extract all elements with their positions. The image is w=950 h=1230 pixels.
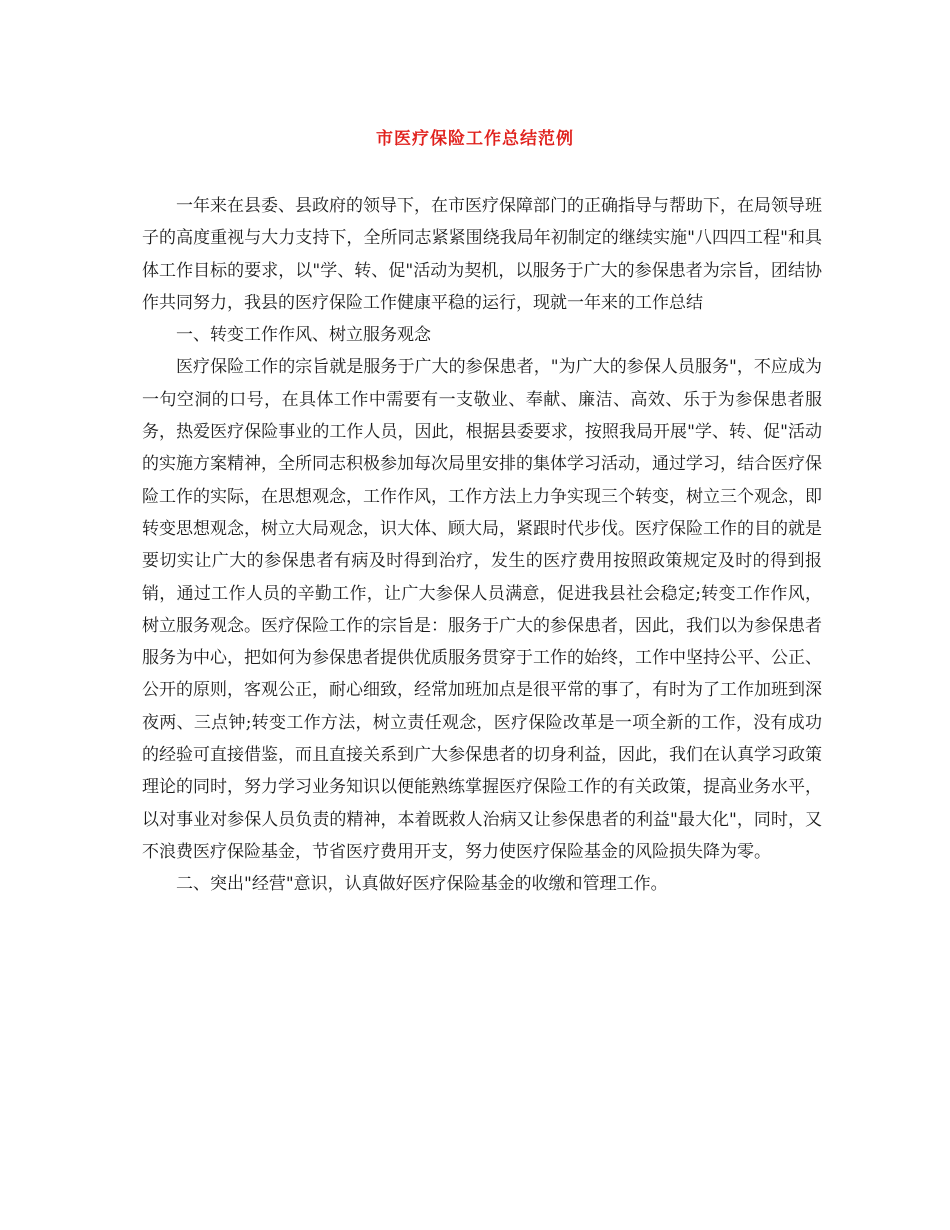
intro-paragraph: 一年来在县委、县政府的领导下，在市医疗保障部门的正确指导与帮助下，在局领导班子的高度重视与大力支持下，全所同志紧紧围绕我局年初制定的继续实施"八四四工程"和具体工作目标的要求，以"学、转、促"活动为契机，以服务于广大的参保患者为宗旨，团结协作共同努力，我县的医疗保险工作健康平稳的运行，现就一年来的工作总结 (142, 196, 822, 313)
section-heading-2: 二、突出"经营"意识，认真做好医疗保险基金的收缴和管理工作。 (176, 874, 668, 895)
document-title: 市医疗保险工作总结范例 (376, 129, 574, 149)
document-body (142, 190, 822, 901)
section-heading-1: 一、转变工作作风、树立服务观念 (176, 325, 431, 346)
section-1-paragraph: 医疗保险工作的宗旨就是服务于广大的参保患者，"为广大的参保人员服务"，不应成为一句空洞的口号，在具体工作中需要有一支敬业、奉献、廉洁、高效、乐于为参保患者服务，热爱医疗保险事业的工作人员，因此，根据县委要求，按照我局开展"学、转、促"活动的实施方案精神，全所同志积极参加每次局里安排的集体学习活动，通过学习，结合医疗保险工作的实际，在思想观念，工作作风，工作方法上力争实现三个转变，树立三个观念，即转变思想观念，树立大局观念，识大体、顾大局，紧跟时代步伐。医疗保险工作的目的就是要切实让广大的参保患者有病及时得到治疗，发生的医疗费用按照政策规定及时的得到报销，通过工作人员的辛勤工作，让广大参保人员满意，促进我县社会稳定;转变工作作风，树立服务观念。医疗保险工作的宗旨是：服务于广大的参保患者，因此，我们以为参保患者服务为中心，把如何为参保患者提供优质服务贯穿于工作的始终，工作中坚持公平、公正、公开的原则，客观公正，耐心细致，经常加班加点是很平常的事了，有时为了工作加班到深夜两、三点钟;转变工作方法，树立责任观念，医疗保险改革是一项全新的工作，没有成功的经验可直接借鉴，而且直接关系到广大参保患者的切身利益，因此，我们在认真学习政策理论的同时，努力学习业务知识以便能熟练掌握医疗保险工作的有关政策，提高业务水平，以对事业对参保人员负责的精神，本着既救人治病又让参保患者的利益"最大化"，同时，又不浪费医疗保险基金，节省医疗费用开支，努力使医疗保险基金的风险损失降为零。 (142, 357, 822, 862)
